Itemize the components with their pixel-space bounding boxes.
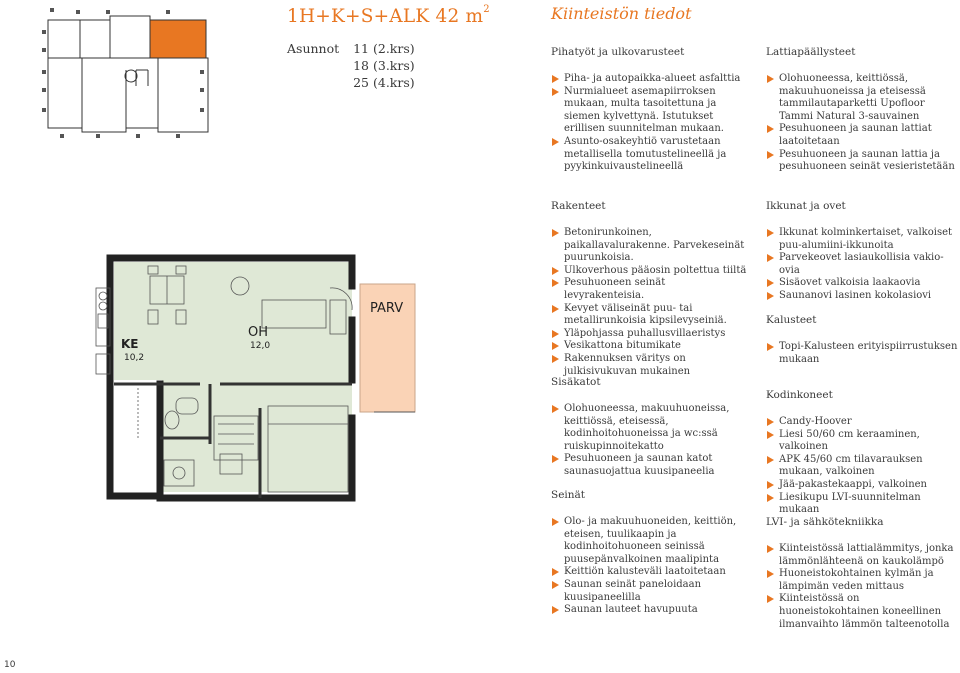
- floor-plan: [90, 248, 420, 516]
- list-item: Kiinteistössä on huoneistokohtainen koneellinen ilmanvaihto lämmön talteenotolla: [766, 593, 958, 631]
- section-title: Pihatyöt ja ulkovarusteet: [551, 46, 685, 58]
- section-pihatyot: [551, 46, 748, 174]
- list-item: Topi-Kalusteen erityispiirrustuksen mukaan: [766, 341, 958, 366]
- list-item: Pesuhuoneen ja saunan lattiat laatoitetaan: [766, 123, 958, 148]
- list-item: Vesikattona bitumikate: [551, 340, 748, 353]
- section-rakenteet: [551, 200, 748, 378]
- section-title: Lattiapäällysteet: [766, 46, 856, 58]
- floor-area: [162, 380, 352, 492]
- section-title: Kalusteet: [766, 314, 817, 326]
- apartment-floor: (2.krs): [373, 41, 415, 56]
- list-item: Jää-pakastekaappi, valkoinen: [766, 479, 958, 492]
- room-area-oh: 12,0: [250, 341, 271, 351]
- section-title: LVI- ja sähkötekniikka: [766, 516, 884, 528]
- apartment-area-unit: m: [465, 6, 484, 27]
- list-item: Olohuoneessa, makuuhuoneissa, keittiössä, eteisessä, kodinhoitohuoneissa ja wc:ssä ruiskupinnoitekatto: [551, 403, 748, 453]
- list-item: APK 45/60 cm tilavarauksen mukaan, valkoinen: [766, 454, 958, 479]
- apartment-number: 18: [353, 58, 369, 73]
- page-number: 10: [4, 660, 16, 670]
- apartment-floor: (3.krs): [373, 58, 415, 73]
- list-item: Olohuoneessa, keittiössä, makuuhuoneissa ja eteisessä tammilautaparketti Upofloor Tammi Natural 3-sauvainen: [766, 73, 958, 123]
- list-item: Yläpohjassa puhallusvillaeristys: [551, 328, 748, 341]
- section-seinat: [551, 489, 748, 617]
- section-sisakatot: [551, 376, 748, 479]
- apartment-counts-label: Asunnot: [287, 41, 340, 56]
- section-kodinkoneet: [766, 389, 958, 517]
- apartment-count-row: [287, 40, 415, 57]
- section-title: Sisäkatot: [551, 376, 601, 388]
- apartment-type: 1H+K+S+ALK: [287, 6, 430, 27]
- list-item: Ulkoverhous pääosin poltettua tiiltä: [551, 265, 748, 278]
- room-area-ke: 10,2: [124, 353, 145, 363]
- list-item: Nurmialueet asemapiirroksen mukaan, multa tasoitettuna ja siemen kylvettynä. Istutukset erillisen suunnitelman mukaan.: [551, 86, 748, 136]
- section-title: Rakenteet: [551, 200, 606, 212]
- room-code-oh: OH: [248, 325, 269, 340]
- apartment-count-row: [287, 57, 415, 74]
- list-item: Kiinteistössä lattialämmitys, jonka lämmönlähteenä on kaukolämpö: [766, 543, 958, 568]
- section-ikkunat: [766, 200, 958, 303]
- list-item: Pesuhuoneen ja saunan lattia ja pesuhuoneen seinät vesieristetään: [766, 149, 958, 174]
- key-plan: [36, 8, 212, 142]
- list-item: Kevyet väliseinät puu- tai metallirunkoisia kipsilevyseiniä.: [551, 303, 748, 328]
- section-header-title: Kiinteistön tiedot: [551, 4, 692, 23]
- key-plan-highlight: [150, 20, 206, 58]
- section-title: Ikkunat ja ovet: [766, 200, 846, 212]
- apartment-area-sup: 2: [483, 3, 490, 15]
- list-item: Pesuhuoneen ja saunan katot saunasuojattua kuusipaneelia: [551, 453, 748, 478]
- section-kalusteet: [766, 314, 958, 366]
- list-item: Keittiön kalusteväli laatoitetaan: [551, 566, 748, 579]
- room-code-ke: KE: [121, 337, 139, 351]
- list-item: Candy-Hoover: [766, 416, 958, 429]
- section-title: Seinät: [551, 489, 586, 501]
- list-item: Liesikupu LVI-suunnitelman mukaan: [766, 492, 958, 517]
- list-item: Ikkunat kolminkertaiset, valkoiset puu-alumiini-ikkunoita: [766, 227, 958, 252]
- list-item: Saunan lauteet havupuuta: [551, 604, 748, 617]
- list-item: Huoneistokohtainen kylmän ja lämpimän veden mittaus: [766, 568, 958, 593]
- list-item: Saunanovi lasinen kokolasiovi: [766, 290, 958, 303]
- room-code-parv: PARV: [370, 301, 404, 316]
- list-item: Saunan seinät paneloidaan kuusipaneelilla: [551, 579, 748, 604]
- section-title: Kodinkoneet: [766, 389, 833, 401]
- section-lvi: [766, 516, 958, 631]
- list-item: Olo- ja makuuhuoneiden, keittiön, eteisen, tuulikaapin ja kodinhoitohuoneen seinissä puusepänvalkoinen maalipinta: [551, 516, 748, 566]
- list-item: Parvekeovet lasiaukollisia vakio-ovia: [766, 252, 958, 277]
- apartment-area: 42: [435, 6, 460, 27]
- list-item: Betonirunkoinen, paikallavalurakenne. Parvekeseinät puurunkoisia.: [551, 227, 748, 265]
- apartment-number: 25: [353, 75, 369, 90]
- apartment-number: 11: [353, 41, 369, 56]
- list-item: Rakennuksen väritys on julkisivukuvan mukainen: [551, 353, 748, 378]
- list-item: Sisäovet valkoisia laakaovia: [766, 277, 958, 290]
- list-item: Piha- ja autopaikka-alueet asfalttia: [551, 73, 748, 86]
- list-item: Liesi 50/60 cm keraaminen, valkoinen: [766, 429, 958, 454]
- apartment-count-row: [287, 74, 415, 91]
- list-item: Asunto-osakeyhtiö varustetaan metallisella tomutustelineellä ja pyykinkuivaustelineellä: [551, 136, 748, 174]
- apartment-floor: (4.krs): [373, 75, 415, 90]
- section-lattiapaallysteet: [766, 46, 958, 174]
- list-item: Pesuhuoneen seinät levyrakenteisia.: [551, 277, 748, 302]
- apartment-counts: [287, 40, 415, 91]
- apartment-title: [287, 3, 490, 27]
